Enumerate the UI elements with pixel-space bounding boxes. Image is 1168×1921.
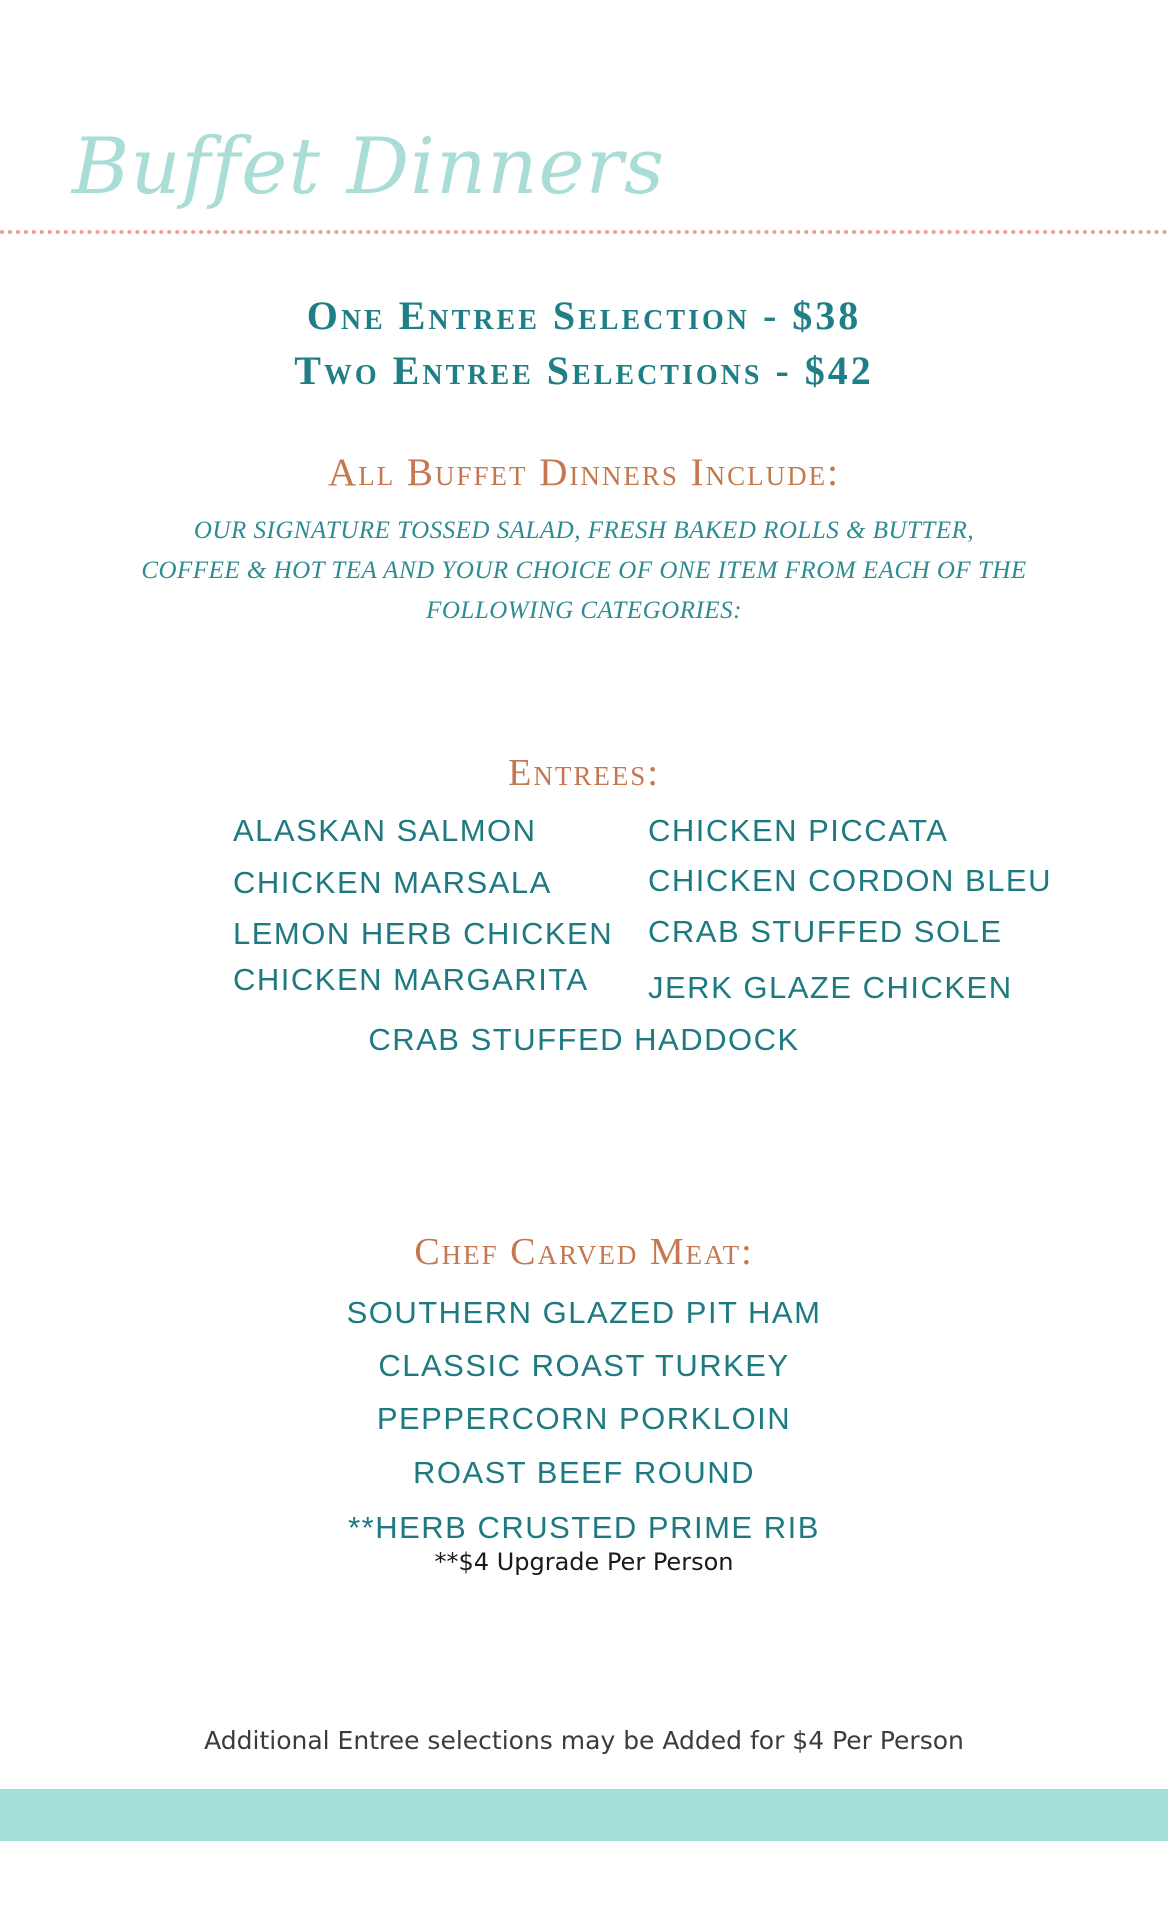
includes-line: OUR SIGNATURE TOSSED SALAD, FRESH BAKED ROLLS & BUTTER, <box>193 517 975 544</box>
price-two-entrees: Two Entree Selections - $42 <box>294 348 874 393</box>
includes-heading: All Buffet Dinners Include: <box>328 451 840 494</box>
upgrade-note: **$4 Upgrade Per Person <box>434 1548 734 1576</box>
includes-line: COFFEE & HOT TEA AND YOUR CHOICE OF ONE ITEM FROM EACH OF THE <box>141 557 1027 584</box>
carved-meat-item: CLASSIC ROAST TURKEY <box>378 1348 790 1383</box>
entree-item: JERK GLAZE CHICKEN <box>648 970 1013 1005</box>
entree-item: CHICKEN MARGARITA <box>233 962 589 997</box>
carved-meat-item: SOUTHERN GLAZED PIT HAM <box>346 1295 822 1330</box>
page-title: Buffet Dinners <box>72 122 666 212</box>
entrees-heading: Entrees: <box>508 752 660 794</box>
includes-line: FOLLOWING CATEGORIES: <box>426 597 742 624</box>
entree-item: LEMON HERB CHICKEN <box>233 916 614 951</box>
price-one-entree: One Entree Selection - $38 <box>306 293 862 338</box>
carved-meat-item: PEPPERCORN PORKLOIN <box>376 1401 792 1436</box>
entree-item: CRAB STUFFED SOLE <box>648 914 1003 949</box>
carved-meat-item: **HERB CRUSTED PRIME RIB <box>348 1510 820 1545</box>
bottom-color-band <box>0 1789 1168 1841</box>
carved-meat-heading: Chef Carved Meat: <box>414 1231 754 1273</box>
entree-item: CHICKEN MARSALA <box>233 865 552 900</box>
carved-meat-item: ROAST BEEF ROUND <box>412 1455 756 1490</box>
footer-note: Additional Entree selections may be Added for $4 Per Person <box>204 1726 964 1755</box>
entree-item-centered: CRAB STUFFED HADDOCK <box>368 1022 800 1057</box>
entree-item: CHICKEN CORDON BLEU <box>648 863 1052 898</box>
entree-item: ALASKAN SALMON <box>233 813 537 848</box>
dotted-divider <box>0 230 1168 234</box>
entree-item: CHICKEN PICCATA <box>648 813 949 848</box>
